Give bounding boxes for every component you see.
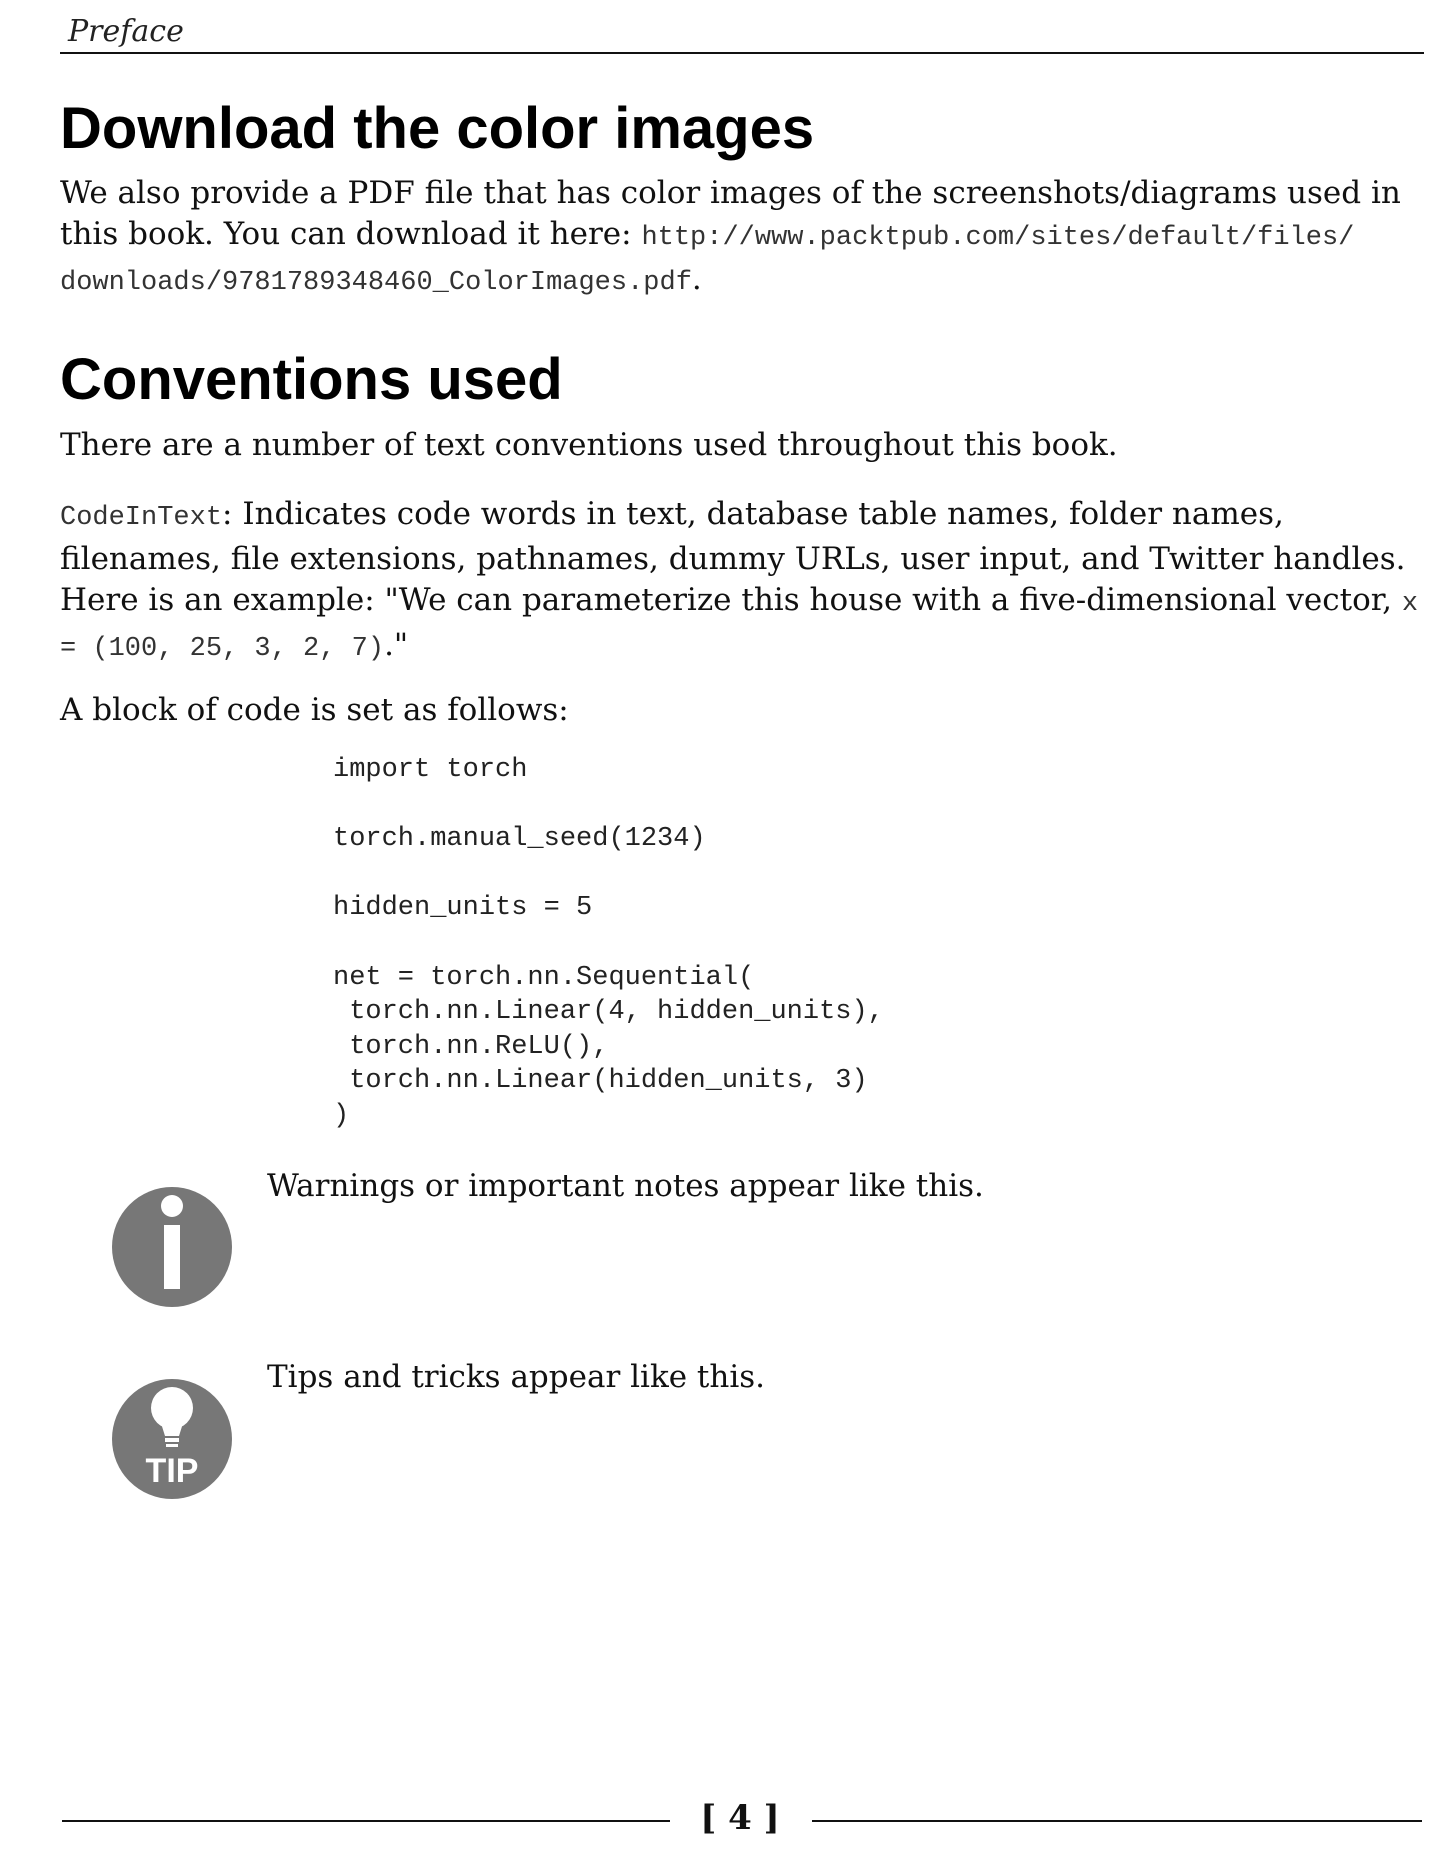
codeintext-paragraph <box>60 494 1430 670</box>
heading-conventions-used: Conventions used <box>60 347 563 412</box>
download-paragraph-text: We also provide a PDF file that has color images of the screenshots/diagrams used in this book. You can download it here: <box>60 175 1401 252</box>
code-block-intro: A block of code is set as follows: <box>60 692 569 728</box>
tip-icon-label: TIP <box>145 1452 199 1490</box>
conventions-intro: There are a number of text conventions used throughout this book. <box>60 427 1118 463</box>
tip-lightbulb-icon <box>111 1378 233 1500</box>
info-icon <box>111 1186 233 1308</box>
footer-rule-left <box>62 1820 670 1822</box>
download-paragraph-end: . <box>691 261 702 297</box>
code-block: import torch torch.manual_seed(1234) hidden_units = 5 net = torch.nn.Sequential( torch.nn.Linear(4, hidden_units), torch.nn.ReLU(), torch.nn.Linear(hidden_units, 3) ) <box>333 755 884 1131</box>
codeintext-end: ." <box>384 627 409 663</box>
codeintext-example: x = (100, 25, 3, 2, 7) <box>60 589 1419 664</box>
warning-note-text: Warnings or important notes appear like this. <box>267 1168 984 1204</box>
color-images-url[interactable]: http://www.packtpub.com/sites/default/files/ downloads/9781789348460_ColorImages.pdf <box>60 223 1355 298</box>
tip-note-text: Tips and tricks appear like this. <box>267 1359 766 1395</box>
codeintext-term: CodeInText <box>60 503 223 533</box>
heading-download-color-images: Download the color images <box>60 96 815 161</box>
running-head-text: Preface <box>68 14 184 49</box>
footer-rule-right <box>812 1820 1422 1822</box>
download-paragraph <box>60 173 1430 304</box>
page-number: [ 4 ] <box>700 1798 780 1838</box>
codeintext-description: : Indicates code words in text, database table names, folder names, filenames, file extensions, pathnames, dummy URLs, user input, and Twitter handles. Here is an example: "We can parameterize this house with a five-dimensional vector, <box>60 496 1406 618</box>
running-head <box>60 8 1424 54</box>
